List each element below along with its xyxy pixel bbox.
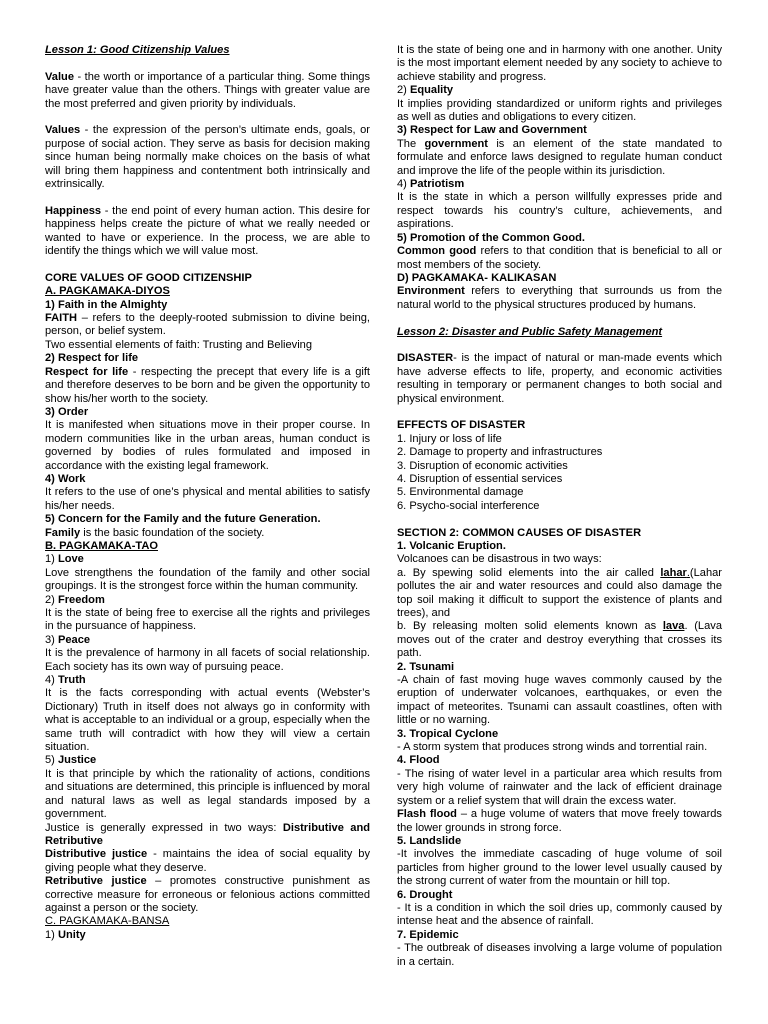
- text-run: 3. Disruption of economic activities: [397, 459, 568, 472]
- paragraph: [397, 124, 722, 137]
- text-run: EFFECTS OF DISASTER: [397, 419, 526, 432]
- paragraph: [45, 822, 370, 849]
- text-run: Love strengthens the foundation of the family and other social groupings. It is the strongest force within the human community.: [45, 566, 370, 593]
- paragraph: [397, 835, 722, 848]
- paragraph: [397, 620, 722, 660]
- spacer: [45, 111, 370, 124]
- text-run: 1. Injury or loss of life: [397, 432, 502, 445]
- paragraph: [45, 687, 370, 754]
- paragraph: [45, 875, 370, 915]
- paragraph: [45, 848, 370, 875]
- text-run: Love: [57, 553, 84, 566]
- text-run: - is the impact of natural or man-made events which have adverse effects to life, property, and economic activities resulting in temporary or permanent changes to both social and physical environment.: [397, 352, 722, 405]
- paragraph: [397, 446, 722, 459]
- text-run: 3) Respect for Law and Government: [397, 124, 587, 137]
- paragraph: [45, 634, 370, 647]
- text-run: 4. Disruption of essential services: [397, 472, 563, 485]
- lesson-heading: Lesson 2: Disaster and Public Safety Management: [397, 325, 663, 338]
- text-run: Freedom: [57, 593, 105, 606]
- text-run: Values: [45, 124, 81, 137]
- text-run: Justice is generally expressed in two ways:: [45, 821, 283, 834]
- text-run: -A chain of fast moving huge waves commonly caused by the eruption of underwater volcanoes, earthquakes, or even the impact of meteorites. Tsunami can assault coastlines, often with little or no warning.: [397, 674, 722, 727]
- paragraph: [397, 567, 722, 621]
- text-run: 4) Work: [45, 472, 86, 485]
- paragraph: [397, 232, 722, 245]
- text-run: It is the prevalence of harmony in all facets of social relationship. Each society has its own way of pursuing peace.: [45, 647, 370, 673]
- text-run: Peace: [57, 633, 91, 646]
- text-run: 2. Damage to property and infrastructures: [397, 446, 603, 459]
- text-run: 4. Flood: [397, 754, 440, 767]
- text-run: 2) Respect for life: [45, 352, 139, 365]
- paragraph: [397, 754, 722, 767]
- text-run: C. PAGKAMAKA-BANSA: [45, 915, 170, 928]
- text-run: b. By releasing molten solid elements known as: [397, 620, 663, 633]
- spacer: [45, 57, 370, 70]
- text-run: It is manifested when situations move in their proper course. In modern communities like in the urban areas, human conduct is governed by bodies of rules formulated and imposed in accordance with the existing legal framework.: [45, 419, 370, 472]
- paragraph: [45, 754, 370, 767]
- paragraph: [45, 540, 370, 553]
- text-run: 1. Volcanic Eruption.: [397, 539, 506, 552]
- text-run: CORE VALUES OF GOOD CITIZENSHIP: [45, 271, 252, 284]
- text-run: Common good: [397, 245, 477, 258]
- paragraph: [397, 178, 722, 191]
- paragraph: [397, 540, 722, 553]
- paragraph: [45, 513, 370, 526]
- text-run: Truth: [57, 674, 86, 687]
- lesson-heading: Lesson 1: Good Citizenship Values: [45, 44, 230, 56]
- text-run: Patriotism: [409, 178, 465, 191]
- text-run: - the end point of every human action. This desire for happiness helps create the picture of what we really needed or wanted to have or experience. In the process, we are able to identify the things which we will value most.: [45, 204, 370, 258]
- text-run: Two essential elements of faith: Trusting and Believing: [45, 338, 313, 351]
- spacer: [397, 312, 722, 325]
- paragraph: [397, 889, 722, 902]
- text-run: FAITH: [45, 312, 78, 325]
- paragraph: [397, 245, 722, 272]
- text-run: The: [397, 137, 425, 150]
- text-run: 5. Landslide: [397, 834, 462, 847]
- text-run: . (Lava moves out of the crater and destroy everything that crosses its path.: [397, 620, 722, 660]
- text-run: Respect for life: [45, 365, 129, 378]
- paragraph: [397, 553, 722, 566]
- text-run: A. PAGKAMAKA-DIYOS: [45, 285, 170, 298]
- spacer: [397, 513, 722, 526]
- text-run: 5) Promotion of the Common Good.: [397, 231, 585, 244]
- text-run: - It is a condition in which the soil dries up, commonly caused by intense heat and the absence of rainfall.: [397, 901, 722, 928]
- paragraph: [397, 285, 722, 312]
- paragraph: [397, 741, 722, 754]
- right-column: [397, 44, 722, 969]
- paragraph: [45, 339, 370, 352]
- paragraph: [45, 124, 370, 191]
- paragraph: [45, 71, 370, 111]
- text-run: 1): [45, 553, 58, 566]
- paragraph: [45, 929, 370, 942]
- text-run: Retributive justice: [45, 875, 147, 888]
- paragraph: [397, 98, 722, 125]
- paragraph: [45, 594, 370, 607]
- text-run: Distributive and Retributive: [45, 821, 370, 847]
- paragraph: [45, 473, 370, 486]
- text-run: 4): [397, 178, 410, 191]
- paragraph: [397, 808, 722, 835]
- paragraph: [397, 728, 722, 741]
- paragraph: [397, 44, 722, 84]
- paragraph: [397, 419, 722, 432]
- paragraph: [45, 527, 370, 540]
- spacer: [45, 191, 370, 204]
- paragraph: [45, 607, 370, 634]
- text-run: - The rising of water level in a particular area which results from very high volume of rainwater and the lack of efficient drainage system or a relief system that will drain the excess water.: [397, 767, 722, 807]
- paragraph: [397, 929, 722, 942]
- paragraph: [397, 138, 722, 178]
- text-run: .: [686, 566, 690, 579]
- text-run: B. PAGKAMAKA-TAO: [45, 539, 158, 552]
- text-run: 6. Psycho-social interference: [397, 499, 540, 512]
- text-run: - respecting the precept that every life is a gift and therefore deserves to be born and be given the opportunity to show his/her worth to the society.: [45, 365, 370, 405]
- paragraph: [45, 915, 370, 928]
- paragraph: [45, 205, 370, 259]
- text-run: 5) Concern for the Family and the future Generation.: [45, 513, 321, 526]
- text-run: It is that principle by which the rationality of actions, conditions and situations are determined, this principle is influenced by moral and natural laws as well as legal standards imposed by a government.: [45, 767, 370, 821]
- text-run: 7. Epidemic: [397, 928, 459, 941]
- paragraph: [45, 406, 370, 419]
- text-run: Volcanoes can be disastrous in two ways:: [397, 553, 602, 566]
- text-run: Value: [45, 70, 74, 83]
- text-run: It is the state of being one and in harmony with one another. Unity is the most important element needed by any society to achieve to achieve stability and progress.: [397, 44, 722, 83]
- text-run: 3): [45, 633, 58, 646]
- text-run: Justice: [57, 754, 97, 767]
- paragraph: [45, 419, 370, 473]
- text-run: – refers to the deeply-rooted submission to divine being, person, or belief system.: [45, 312, 370, 338]
- paragraph: [397, 460, 722, 473]
- text-run: Equality: [409, 84, 454, 97]
- spacer: [45, 258, 370, 271]
- paragraph: [45, 567, 370, 594]
- text-run: refers to everything that surrounds us from the natural world to the physical structures produced by humans.: [397, 285, 722, 311]
- paragraph: [45, 312, 370, 339]
- paragraph: [397, 272, 722, 285]
- paragraph: [45, 352, 370, 365]
- text-run: refers to that condition that is beneficial to all or most members of the society.: [397, 245, 722, 271]
- text-run: Family: [45, 526, 81, 539]
- paragraph: [397, 661, 722, 674]
- paragraph: [397, 848, 722, 888]
- text-run: Environment: [397, 285, 465, 298]
- text-run: 3) Order: [45, 405, 89, 418]
- text-run: Happiness: [45, 204, 102, 217]
- left-column: [45, 44, 370, 942]
- paragraph: [397, 433, 722, 446]
- spacer: [397, 406, 722, 419]
- text-run: It is the state in which a person willfully expresses pride and respect towards his country’s culture, achievements, and aspirations.: [397, 191, 722, 231]
- text-run: Flash flood: [397, 808, 457, 821]
- paragraph: [397, 191, 722, 231]
- text-run: - The outbreak of diseases involving a large volume of population in a certain.: [397, 942, 722, 968]
- paragraph: [397, 942, 722, 969]
- text-run: 3. Tropical Cyclone: [397, 727, 499, 740]
- paragraph: [397, 486, 722, 499]
- text-run: 2): [45, 593, 58, 606]
- text-run: 2. Tsunami: [397, 660, 455, 673]
- paragraph: [397, 500, 722, 513]
- text-run: 4): [45, 674, 58, 687]
- paragraph: [45, 486, 370, 513]
- text-run: lahar: [660, 566, 687, 579]
- spacer: [397, 339, 722, 352]
- paragraph: [397, 84, 722, 97]
- text-run: - the worth or importance of a particular thing. Some things have greater value than the others. Things with greater value are the most preferred and given priority by individuals.: [45, 70, 370, 110]
- text-run: - maintains the idea of social equality by giving people what they deserve.: [45, 848, 370, 874]
- paragraph: [397, 527, 722, 540]
- paragraph: [45, 299, 370, 312]
- text-run: 2): [397, 84, 410, 97]
- text-run: It implies providing standardized or uniform rights and privileges as well as duties and obligations to every citizen.: [397, 97, 722, 124]
- paragraph: [45, 553, 370, 566]
- text-run: -It involves the immediate cascading of huge volume of soil particles from higher ground to the lower level usually caused by the strong current of water from the mountain or hill top.: [397, 848, 722, 888]
- text-run: a. By spewing solid elements into the air called: [397, 566, 661, 579]
- text-run: SECTION 2: COMMON CAUSES OF DISASTER: [397, 526, 642, 539]
- text-run: – promotes constructive punishment as corrective measure for erroneous or felonious actions committed against a person or the society.: [45, 875, 371, 914]
- text-run: It is the state of being free to exercise all the rights and privileges in the pursuance of happiness.: [45, 607, 370, 633]
- text-run: 5): [45, 754, 58, 767]
- paragraph: [45, 285, 370, 298]
- paragraph: [397, 473, 722, 486]
- text-run: is an element of the state mandated to formulate and enforce laws designed to regulate human conduct and improve the life of the people within its jurisdiction.: [397, 137, 723, 177]
- text-run: - the expression of the person’s ultimate ends, goals, or purpose of social action. They serve as basis for decision making since human being normally make choices on the basis of what will bring them happiness and contentment both intrinsically and extrinsically.: [45, 124, 370, 191]
- paragraph: [45, 366, 370, 406]
- text-run: 5. Environmental damage: [397, 486, 524, 499]
- text-run: government: [424, 137, 488, 150]
- paragraph: [45, 674, 370, 687]
- text-run: DISASTER: [397, 352, 454, 365]
- text-run: - A storm system that produces strong winds and torrential rain.: [397, 741, 708, 754]
- text-run: D) PAGKAMAKA- KALIKASAN: [397, 271, 557, 284]
- text-run: – a huge volume of waters that move freely towards the lower grounds in strong force.: [397, 808, 722, 834]
- paragraph: [45, 768, 370, 822]
- paragraph: [397, 674, 722, 728]
- text-run: is the basic foundation of the society.: [80, 526, 265, 539]
- paragraph: [45, 272, 370, 285]
- text-run: 1): [45, 928, 58, 941]
- text-run: Distributive justice: [45, 848, 148, 861]
- paragraph: [397, 902, 722, 929]
- paragraph: [397, 352, 722, 406]
- text-run: (Lahar pollutes the air and water resources and could also damage the top soil making it difficult to support the existence of plants and trees), and: [397, 566, 722, 619]
- text-run: lava: [662, 620, 685, 633]
- text-run: Unity: [57, 928, 86, 941]
- text-run: It is the facts corresponding with actual events (Webster’s Dictionary) Truth in itself does not always go in conformity with what is acceptable to an individual or a group, especially when the same truth will contradict with how they will view a certain situation.: [45, 687, 371, 754]
- text-run: It refers to the use of one’s physical and mental abilities to satisfy his/her needs.: [45, 486, 370, 512]
- text-run: 6. Drought: [397, 888, 453, 901]
- paragraph: [45, 647, 370, 674]
- paragraph: [397, 768, 722, 808]
- text-run: 1) Faith in the Almighty: [45, 298, 168, 311]
